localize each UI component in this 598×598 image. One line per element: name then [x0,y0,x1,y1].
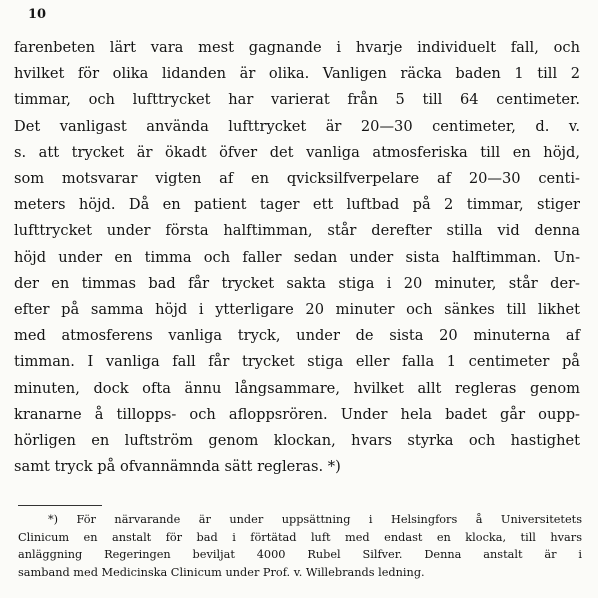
body-line: hvilket för olika lidanden är olika. Vanligen räcka baden 1 till 2 [14,65,580,83]
body-line: Det vanligast använda lufttrycket är 20—30 centimeter, d. v. [14,117,580,135]
footnote-line: samband med Medicinska Clinicum under Prof. v. Willebrands ledning. [18,565,425,579]
body-line: med atmosferens vanliga tryck, under de sista 20 minuterna af [14,327,580,345]
body-line: s. att trycket är ökadt öfver det vanliga atmosferiska till en höjd, [14,143,580,161]
body-line: lufttrycket under första halftimman, står derefter stilla vid denna [14,222,580,240]
body-line: farenbeten lärt vara mest gagnande i hvarje individuelt fall, och [14,39,580,56]
body-line: minuten, dock ofta ännu långsammare, hvilket allt regleras genom [14,379,580,397]
body-line: samt tryck på ofvannämnda sätt regleras. *) [14,458,341,476]
footnote-line: *) För närvarande är under uppsättning i Helsingfors å Universitetets [48,513,582,526]
body-line: der en timmas bad får trycket sakta stiga i 20 minuter, står der- [14,274,580,292]
footnote-line: Clinicum en anstalt för bad i förtätad luft med endast en klocka, till hvars [18,530,582,544]
body-text [14,35,580,480]
footnote-line: anläggning Regeringen beviljat 4000 Rubel Silfver. Denna anstalt är i [18,548,582,561]
body-line: efter på samma höjd i ytterligare 20 minuter och sänkes till likhet [14,301,580,319]
body-line: timman. I vanliga fall får trycket stiga eller falla 1 centimeter på [14,353,580,371]
body-line: kranarne å tillopps- och afloppsrören. Under hela badet går oupp- [14,405,580,423]
body-line: meters höjd. Då en patient tager ett luftbad på 2 timmar, stiger [14,196,580,214]
body-line: timmar, och lufttrycket har varierat från 5 till 64 centimeter. [14,91,580,109]
body-line: som motsvarar vigten af en qvicksilfverpelare af 20—30 centi- [14,170,580,188]
footnote [18,511,582,581]
footnote-divider [18,505,102,506]
page-number: 10 [28,7,47,22]
body-line: hörligen en luftström genom klockan, hvars styrka och hastighet [14,432,580,450]
body-line: höjd under en timma och faller sedan under sista halftimman. Un- [14,248,580,266]
